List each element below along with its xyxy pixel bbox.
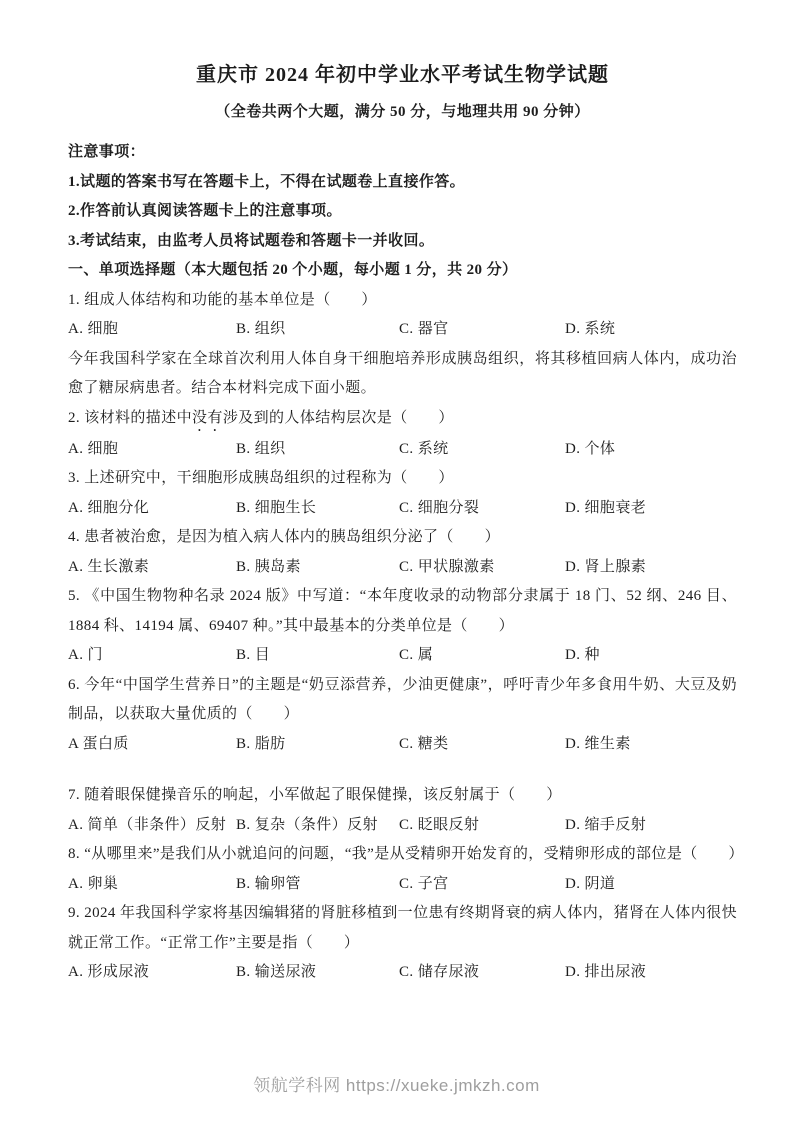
option-b: B. 输送尿液: [236, 964, 317, 980]
option-c: C. 细胞分裂: [399, 499, 480, 516]
option-c: C. 器官: [399, 321, 449, 337]
option-b: B. 组织: [236, 440, 286, 457]
option-a: A. 形成尿液: [68, 964, 150, 980]
option-row: [68, 641, 737, 671]
option-d: D. 细胞衰老: [565, 499, 647, 516]
option-a: A. 简单（非条件）反射: [68, 816, 227, 833]
option-c: C. 子宫: [399, 875, 449, 892]
stem-text: 2. 该材料的描述中: [68, 409, 193, 426]
question-2: [68, 404, 737, 465]
question-stem: 4. 患者被治愈，是因为植入病人体内的胰岛组织分泌了（ ）: [68, 529, 501, 545]
option-c: C. 眨眼反射: [399, 816, 480, 833]
question-6: [68, 671, 737, 760]
option-b: B. 目: [236, 647, 271, 663]
question-stem: 9. 2024 年我国科学家将基因编辑猪的肾脏移植到一位患有终期肾衰的病人体内，猪肾在人体内很快就正常工作。“正常工作”主要是指（ ）: [68, 905, 737, 951]
option-row: [68, 315, 737, 345]
option-d: D. 维生素: [565, 735, 631, 752]
question-stem: 7. 随着眼保健操音乐的响起，小军做起了眼保健操，该反射属于（ ）: [68, 787, 562, 803]
notice-heading: 注意事项：: [68, 144, 146, 160]
question-9: [68, 899, 737, 988]
option-b: B. 脂肪: [236, 735, 286, 752]
option-row: [68, 870, 737, 900]
option-d: D. 种: [565, 647, 600, 663]
option-row: [68, 553, 737, 583]
option-a: A. 卵巢: [68, 875, 119, 892]
option-c: C. 甲状腺激素: [399, 558, 495, 575]
page-subtitle: （全卷共两个大题，满分 50 分，与地理共用 90 分钟）: [215, 104, 590, 120]
question-stem: 3. 上述研究中，干细胞形成胰岛组织的过程称为（ ）: [68, 470, 454, 486]
option-row: [68, 811, 737, 841]
question-1: [68, 286, 737, 345]
option-a: A. 细胞: [68, 440, 119, 457]
option-d: D. 肾上腺素: [565, 558, 647, 575]
material-paragraph: 今年我国科学家在全球首次利用人体自身干细胞培养形成胰岛组织，将其移植回病人体内，成功治愈了糖尿病患者。结合本材料完成下面小题。: [68, 350, 737, 396]
option-a: A. 生长激素: [68, 558, 150, 575]
question-3: [68, 464, 737, 523]
question-7: [68, 781, 737, 840]
option-row: [68, 730, 737, 760]
option-d: D. 阴道: [565, 875, 616, 892]
stem-text: 涉及到的人体结构层次是（ ）: [222, 409, 454, 426]
option-a: A. 细胞分化: [68, 499, 150, 516]
option-a: A 蛋白质: [68, 735, 129, 752]
option-b: B. 组织: [236, 321, 286, 337]
question-8: [68, 840, 744, 899]
option-row: [68, 494, 737, 524]
option-d: D. 缩手反射: [565, 816, 647, 833]
question-5: [68, 582, 737, 671]
option-row: [68, 958, 737, 988]
page-title: 重庆市 2024 年初中学业水平考试生物学试题: [196, 64, 609, 86]
option-c: C. 糖类: [399, 735, 449, 752]
section-heading: 一、单项选择题（本大题包括 20 个小题，每小题 1 分，共 20 分）: [68, 262, 518, 278]
option-row: [68, 435, 737, 465]
option-c: C. 属: [399, 647, 434, 663]
notice-item: 1.试题的答案书写在答题卡上，不得在试题卷上直接作答。: [68, 173, 466, 190]
question-stem: 5. 《中国生物物种名录 2024 版》中写道：“本年度收录的动物部分隶属于 18 门、52 纲、246 目、1884 科、14194 属、69407 种。”其中最基本的分类单位是（ ）: [68, 588, 737, 634]
option-d: D. 系统: [565, 321, 616, 337]
option-a: A. 门: [68, 647, 103, 663]
site-watermark: 领航学科网 https://xueke.jmkzh.com: [253, 1076, 540, 1095]
option-b: B. 复杂（条件）反射: [236, 816, 378, 833]
question-stem: 1. 组成人体结构和功能的基本单位是（ ）: [68, 291, 377, 308]
notice-item: 2.作答前认真阅读答题卡上的注意事项。: [68, 203, 342, 219]
question-stem: [68, 404, 737, 435]
option-c: C. 系统: [399, 440, 449, 457]
question-stem: 6. 今年“中国学生营养日”的主题是“奶豆添营养，少油更健康”，呼吁青少年多食用牛奶、大豆及奶制品，以获取大量优质的（ ）: [68, 676, 737, 722]
option-b: B. 细胞生长: [236, 499, 317, 516]
notice-section: [68, 138, 737, 256]
option-d: D. 个体: [565, 440, 616, 457]
question-stem: 8. “从哪里来”是我们从小就追问的问题，“我”是从受精卵开始发育的，受精卵形成的部位是（ ）: [68, 846, 744, 862]
option-d: D. 排出尿液: [565, 964, 647, 980]
option-b: B. 胰岛素: [236, 558, 301, 575]
notice-item: 3.考试结束，由监考人员将试题卷和答题卡一并收回。: [68, 232, 435, 249]
option-c: C. 储存尿液: [399, 964, 480, 980]
option-a: A. 细胞: [68, 321, 119, 337]
stem-emphasized-text: 没有: [192, 409, 223, 426]
option-b: B. 输卵管: [236, 875, 301, 892]
question-4: [68, 523, 737, 582]
